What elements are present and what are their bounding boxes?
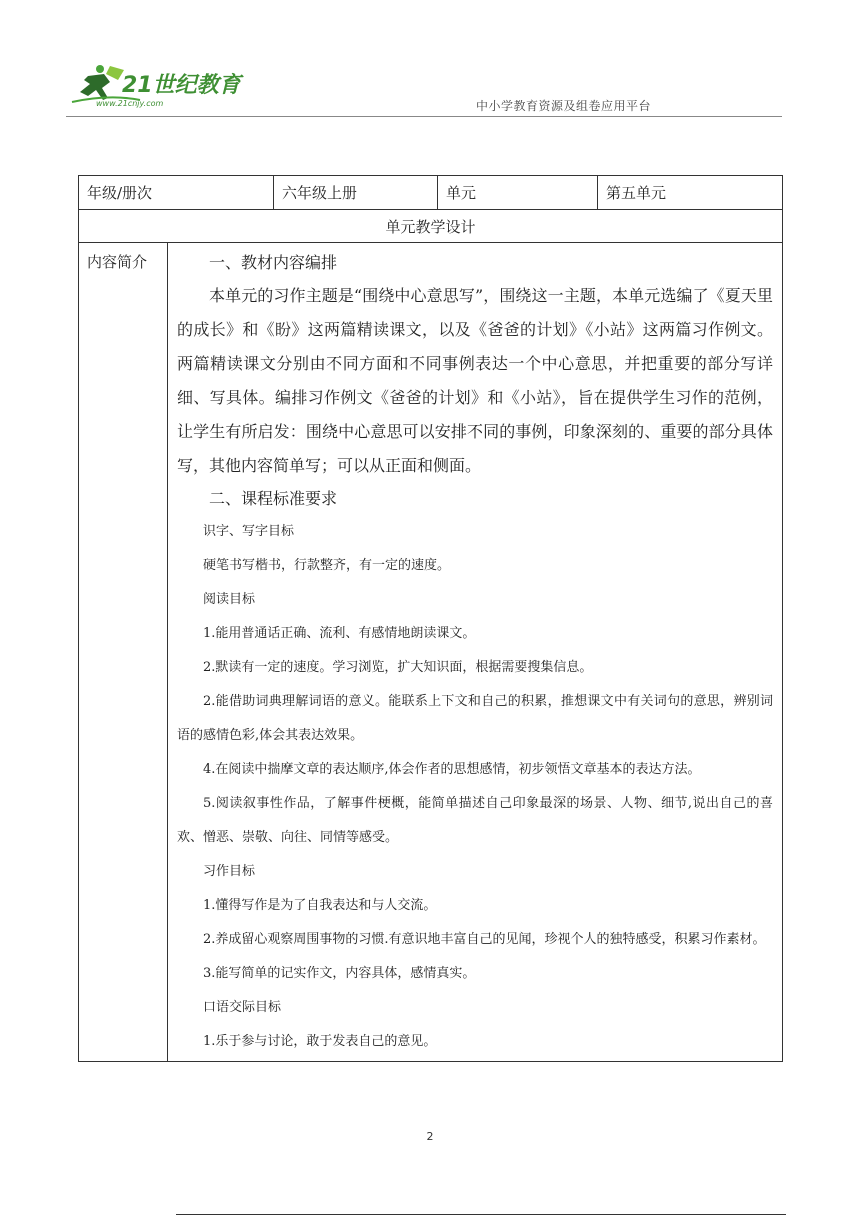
list-item: 1.能用普通话正确、流利、有感情地朗读课文。 [203, 626, 476, 641]
unit-value: 第五单元 [598, 176, 783, 210]
table-row-title [79, 210, 783, 243]
list-item: 1.乐于参与讨论，敢于发表自己的意见。 [203, 1034, 437, 1049]
unit-design-table [78, 175, 783, 1062]
content-paragraph: 硬笔书写楷书，行款整齐，有一定的速度。 [203, 558, 451, 573]
logo [70, 62, 250, 110]
table-title: 单元教学设计 [79, 210, 783, 243]
subheading: 识字、写字目标 [203, 524, 295, 539]
list-item: 5.阅读叙事性作品，了解事件梗概，能简单描述自己印象最深的场景、人物、细节,说出自己的喜欢、憎恶、崇敬、向往、同情等感受。 [177, 796, 773, 845]
subheading: 习作目标 [203, 864, 256, 879]
page-header [0, 0, 860, 120]
list-item: 4.在阅读中揣摩文章的表达顺序,体会作者的思想感情，初步领悟文章基本的表达方法。 [203, 762, 701, 777]
section-heading: 一、教材内容编排 [209, 253, 338, 272]
list-item: 2.默读有一定的速度。学习浏览，扩大知识面，根据需要搜集信息。 [203, 660, 593, 675]
grade-value: 六年级上册 [274, 176, 438, 210]
list-item: 2.养成留心观察周围事物的习惯.有意识地丰富自己的见闻，珍视个人的独特感受，积累习作素材。 [203, 932, 766, 947]
list-item: 2.能借助词典理解词语的意义。能联系上下文和自己的积累，推想课文中有关词句的意思，辨别词语的感情色彩,体会其表达效果。 [177, 694, 773, 743]
table-row-grade [79, 176, 783, 210]
platform-name: 中小学教育资源及组卷应用平台 [476, 99, 652, 113]
subheading: 阅读目标 [203, 592, 256, 607]
content-body [168, 243, 783, 1062]
svg-text:21世纪教育: 21世纪教育 [122, 73, 241, 98]
unit-label: 单元 [438, 176, 598, 210]
list-item: 1.懂得写作是为了自我表达和与人交流。 [203, 898, 437, 913]
list-item: 3.能写简单的记实作文，内容具体，感情真实。 [203, 966, 476, 981]
svg-text:www.21cnjy.com: www.21cnjy.com [96, 99, 164, 108]
subheading: 口语交际目标 [203, 1000, 282, 1015]
header-divider [66, 116, 782, 117]
section-heading: 二、课程标准要求 [209, 489, 338, 508]
grade-label: 年级/册次 [79, 176, 274, 210]
table-row-content [79, 243, 783, 1062]
content-label: 内容简介 [79, 243, 168, 1062]
footer-divider [176, 1214, 786, 1215]
content-paragraph: 本单元的习作主题是“围绕中心意思写”，围绕这一主题，本单元选编了《夏天里的成长》和《盼》这两篇精读课文，以及《爸爸的计划》《小站》这两篇习作例文。两篇精读课文分别由不同方面和不同事例表达一个中心意思，并把重要的部分写详细、写具体。编排习作例文《爸爸的计划》和《小站》，旨在提供学生习作的范例，让学生有所启发：围绕中心意思可以安排不同的事例，印象深刻的、重要的部分具体写，其他内容简单写；可以从正面和侧面。 [177, 286, 773, 475]
page-number: 2 [426, 1130, 434, 1143]
